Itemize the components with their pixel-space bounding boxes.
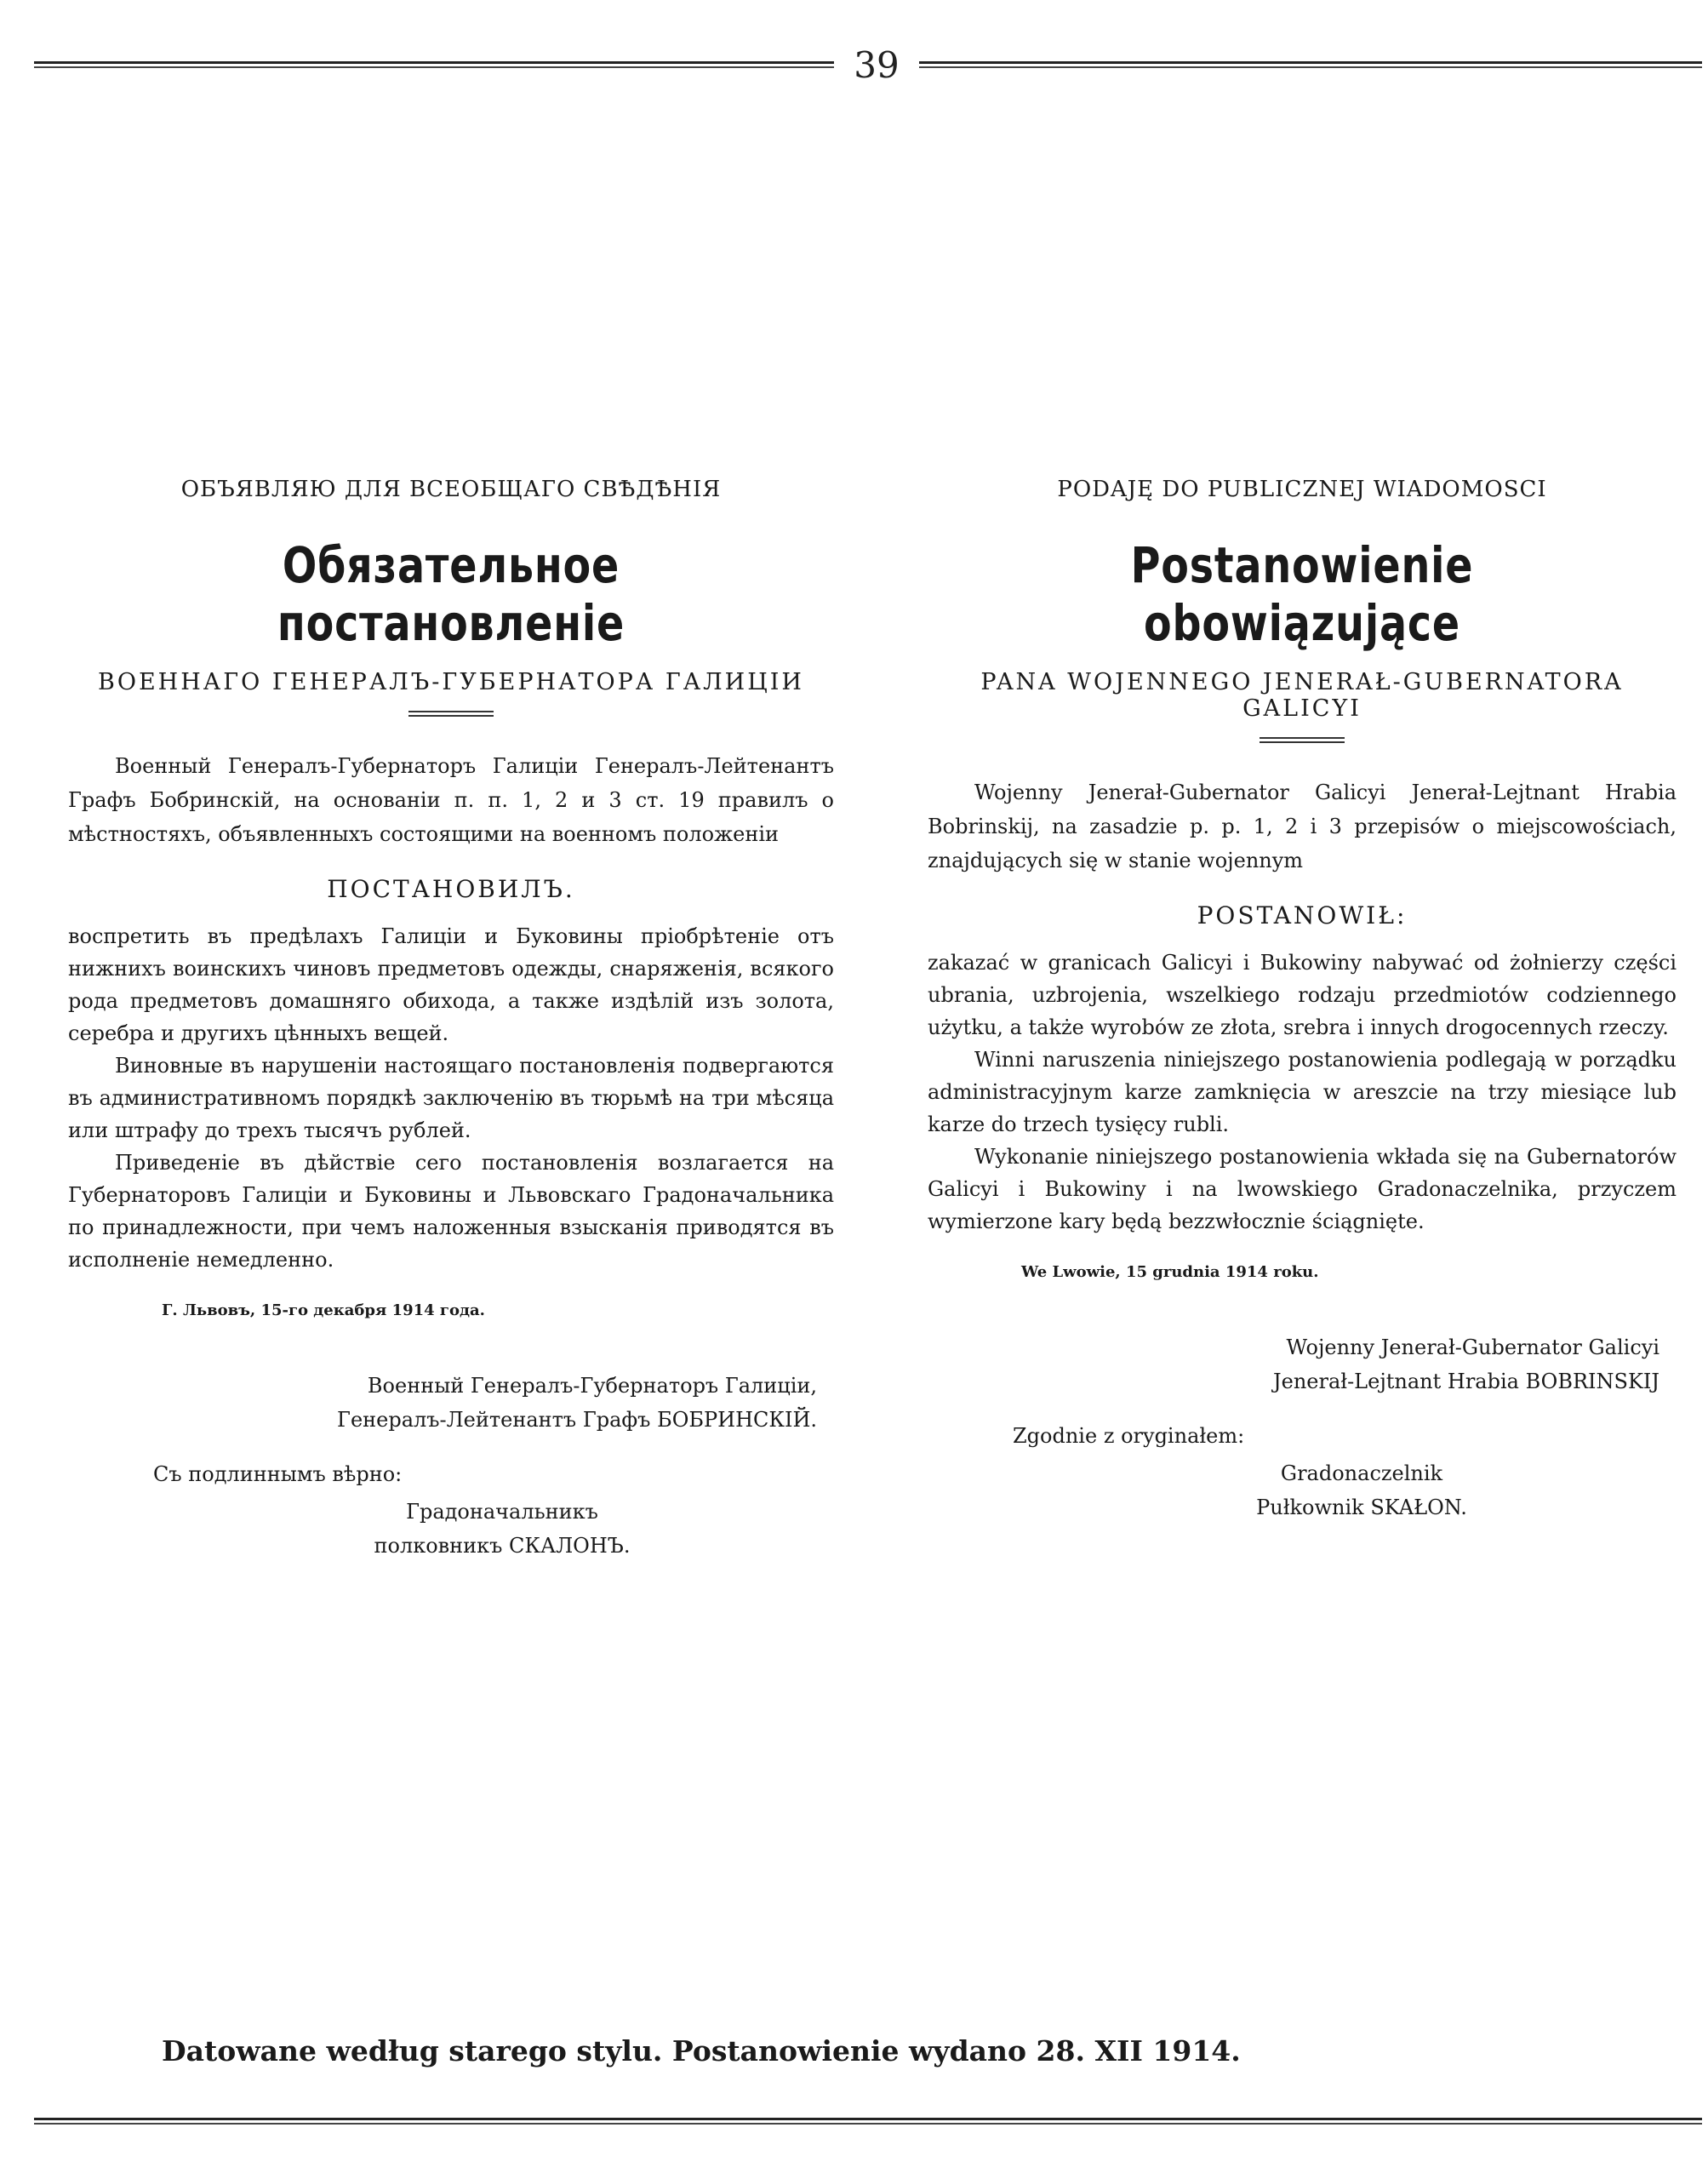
pl-mayor-signature bbox=[1183, 1456, 1540, 1524]
ru-title: Обязательное постановленіе bbox=[277, 536, 626, 652]
ru-paragraph: Виновные въ нарушеніи настоящаго постановленія подвергаются въ административномъ порядкѣ заключенію въ тюрьмѣ на три мѣсяца или штрафу до трехъ тысячъ рублей. bbox=[68, 1054, 834, 1142]
pl-intro: Wojenny Jenerał-Gubernator Galicyi Jenerał-Lejtnant Hrabia Bobrinskij, na zasadzie p. p. 1, 2 i 3 przepisów o miejscowościach, znajdujących się w stanie wojennym bbox=[928, 781, 1677, 872]
ru-signature bbox=[68, 1369, 817, 1437]
pl-signature-line: Jenerał-Lejtnant Hrabia BOBRINSKIJ bbox=[1273, 1370, 1659, 1393]
ru-mayor-signature bbox=[323, 1495, 681, 1563]
footer-note: Datowane według starego stylu. Postanowienie wydano 28. XII 1914. bbox=[162, 2034, 1241, 2067]
ru-date: Г. Львовъ, 15-го декабря 1914 года. bbox=[162, 1301, 485, 1319]
ru-signature-line: Военный Генералъ-Губернаторъ Галиціи, bbox=[367, 1374, 817, 1398]
footer-rule bbox=[34, 2118, 1702, 2126]
ru-decreed-heading: ПОСТАНОВИЛЪ. bbox=[327, 875, 575, 903]
header-rule-right bbox=[919, 61, 1702, 70]
ru-paragraph: Приведеніе въ дѣйствіе сего постановленія возлагается на Губернаторовъ Галиціи и Буковины и Львовскаго Градоначальника по принадлежности, при чемъ наложенныя взысканія приводятся въ исполненіе немедленно. bbox=[68, 1151, 834, 1272]
ru-mayor-line: Градоначальникъ bbox=[406, 1500, 598, 1524]
pl-paragraph: zakazać w granicach Galicyi i Bukowiny nabywać od żołnierzy części ubrania, uzbrojenia, wszelkiego rodzaju przedmiotów codziennego użytku, a także wyrobów ze złota, srebra i innych drogocennych rzeczy. bbox=[928, 951, 1677, 1039]
ru-verified: Съ подлиннымъ вѣрно: bbox=[153, 1462, 403, 1486]
page-number: 39 bbox=[854, 44, 900, 86]
pl-announcement: PODAJĘ DO PUBLICZNEJ WIADOMOSCI bbox=[1057, 477, 1547, 502]
pl-subtitle: PANA WOJENNEGO JENERAŁ-GUBERNATORA GALICYI bbox=[980, 669, 1624, 722]
pl-mayor-line: Pułkownik SKAŁON. bbox=[1256, 1496, 1467, 1519]
ru-subtitle: ВОЕННАГО ГЕНЕРАЛЪ-ГУБЕРНАТОРА ГАЛИЦІИ bbox=[98, 669, 804, 695]
page-header bbox=[34, 44, 1702, 86]
ru-mayor-line: полковникъ СКАЛОНЪ. bbox=[374, 1534, 631, 1558]
ru-signature-line: Генералъ-Лейтенантъ Графъ БОБРИНСКІЙ. bbox=[337, 1408, 817, 1432]
russian-column bbox=[68, 477, 834, 1563]
ru-divider bbox=[408, 711, 494, 717]
pl-date: We Lwowie, 15 grudnia 1914 roku. bbox=[1021, 1263, 1319, 1281]
pl-paragraph: Winni naruszenia niniejszego postanowienia podlegają w porządku administracyjnym karze zamknięcia w areszcie na trzy miesiące lub karze do trzech tysięcy rubli. bbox=[928, 1048, 1677, 1136]
pl-verified: Zgodnie z oryginałem: bbox=[1013, 1424, 1245, 1448]
ru-intro: Военный Генералъ-Губернаторъ Галиціи Генералъ-Лейтенантъ Графъ Бобринскій, на основаніи п. п. 1, 2 и 3 ст. 19 правилъ о мѣстностяхъ, объявленныхъ состоящими на военномъ положеніи bbox=[68, 754, 834, 846]
pl-paragraph: Wykonanie niniejszego postanowienia wkłada się na Gubernatorów Galicyi i Bukowiny i na lwowskiego Gradonaczelnika, przyczem wymierzone kary będą bezzwłocznie ściągnięte. bbox=[928, 1145, 1677, 1233]
pl-signature-line: Wojenny Jenerał-Gubernator Galicyi bbox=[1286, 1335, 1659, 1359]
pl-divider bbox=[1260, 737, 1345, 743]
ru-paragraph: воспретить въ предѣлахъ Галиціи и Буковины пріобрѣтеніе отъ нижнихъ воинскихъ чиновъ предметовъ одежды, снаряженія, всякого рода предметовъ домашняго обихода, а также издѣлій изъ золота, серебра и другихъ цѣнныхъ вещей. bbox=[68, 924, 834, 1045]
header-rule-left bbox=[34, 61, 834, 70]
ru-announcement: ОБЪЯВЛЯЮ ДЛЯ ВСЕОБЩАГО СВѢДѢНІЯ bbox=[180, 477, 722, 502]
polish-column bbox=[928, 477, 1677, 1524]
pl-title: Postanowienie obowiązujące bbox=[1130, 536, 1474, 652]
pl-signature bbox=[928, 1330, 1659, 1398]
pl-mayor-line: Gradonaczelnik bbox=[1280, 1461, 1443, 1485]
pl-decreed-heading: POSTANOWIŁ: bbox=[1197, 901, 1408, 929]
